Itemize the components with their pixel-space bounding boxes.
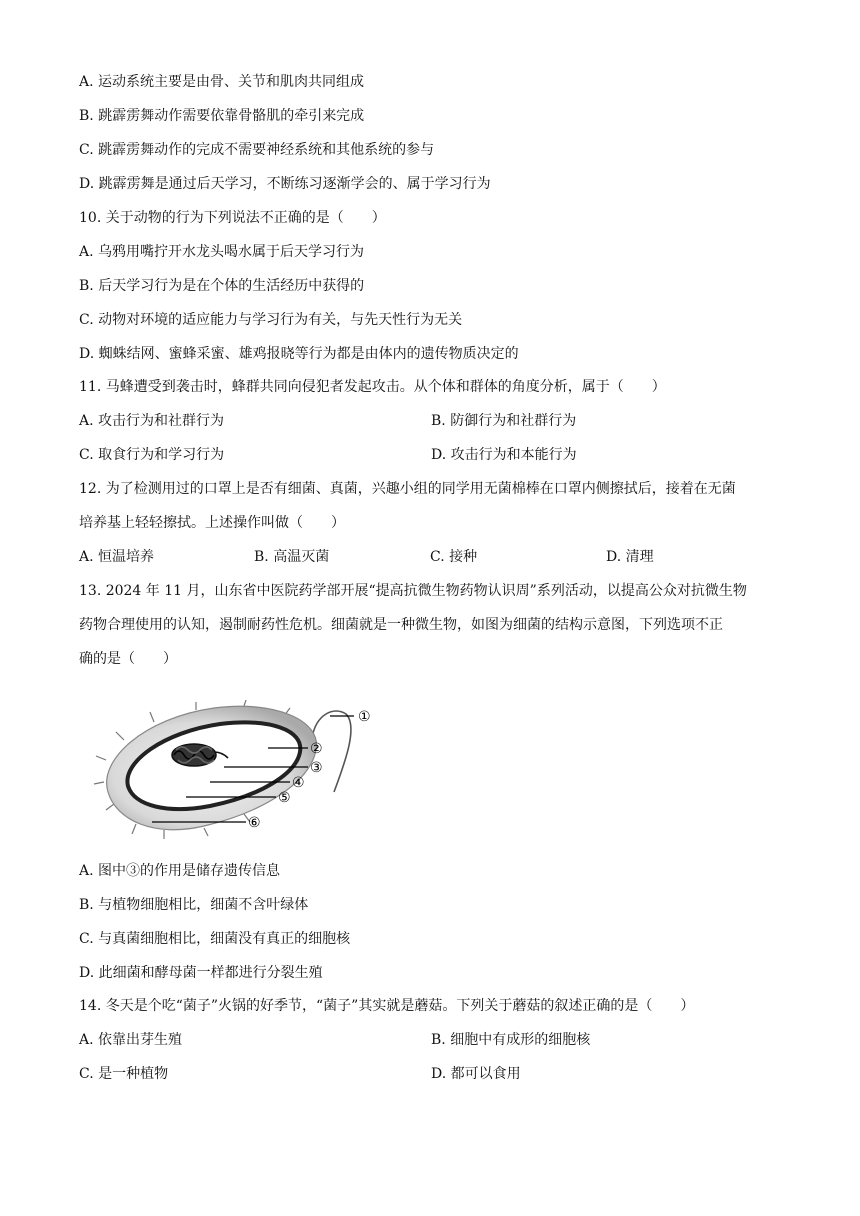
label-4: ④ xyxy=(292,775,305,791)
q12-stem-line-1: 12. 为了检测用过的口罩上是否有细菌、真菌，兴趣小组的同学用无菌棉棒在口罩内侧擦拭后，接着在无菌 xyxy=(79,481,736,497)
q10-option-b: B. 后天学习行为是在个体的生活经历中获得的 xyxy=(79,278,365,294)
q14-option-b: B. 细胞中有成形的细胞核 xyxy=(431,1032,591,1048)
q11-option-a: A. 攻击行为和社群行为 xyxy=(79,413,225,429)
q9-option-b: B. 跳霹雳舞动作需要依靠骨骼肌的牵引来完成 xyxy=(79,108,365,124)
q13-option-c: C. 与真菌细胞相比，细菌没有真正的细胞核 xyxy=(79,931,351,947)
bacteria-structure-diagram xyxy=(84,700,384,840)
q11-option-b: B. 防御行为和社群行为 xyxy=(431,413,577,429)
q12-option-c: C. 接种 xyxy=(430,549,478,565)
q12-stem-line-2: 培养基上轻轻擦拭。上述操作叫做（ ） xyxy=(79,515,345,531)
label-1: ① xyxy=(358,709,371,725)
q13-stem-line-3: 确的是（ ） xyxy=(79,651,177,667)
q9-option-c: C. 跳霹雳舞动作的完成不需要神经系统和其他系统的参与 xyxy=(79,142,435,158)
q13-option-b: B. 与植物细胞相比，细菌不含叶绿体 xyxy=(79,897,309,913)
q13-stem-line-2: 药物合理使用的认知，遏制耐药性危机。细菌就是一种微生物，如图为细菌的结构示意图，下列选项不正 xyxy=(79,617,723,633)
q9-option-a: A. 运动系统主要是由骨、关节和肌肉共同组成 xyxy=(79,74,365,90)
label-6: ⑥ xyxy=(248,815,261,831)
q10-stem: 10. 关于动物的行为下列说法不正确的是（ ） xyxy=(79,210,386,226)
q14-option-a: A. 依靠出芽生殖 xyxy=(79,1032,183,1048)
q9-option-d: D. 跳霹雳舞是通过后天学习，不断练习逐渐学会的、属于学习行为 xyxy=(79,176,491,192)
q11-stem: 11. 马蜂遭受到袭击时，蜂群共同向侵犯者发起攻击。从个体和群体的角度分析，属于（ ） xyxy=(79,379,666,395)
q12-option-d: D. 清理 xyxy=(606,549,654,565)
q13-option-a: A. 图中③的作用是储存遗传信息 xyxy=(79,863,281,879)
label-3: ③ xyxy=(310,760,323,776)
q14-option-d: D. 都可以食用 xyxy=(431,1066,521,1082)
q11-option-d: D. 攻击行为和本能行为 xyxy=(431,447,577,463)
q10-option-d: D. 蜘蛛结网、蜜蜂采蜜、雄鸡报晓等行为都是由体内的遗传物质决定的 xyxy=(79,346,519,362)
q13-stem-line-1: 13. 2024 年 11 月，山东省中医院药学部开展“提高抗微生物药物认识周”系列活动，以提高公众对抗微生物 xyxy=(79,583,747,599)
q14-option-c: C. 是一种植物 xyxy=(79,1066,169,1082)
q12-option-b: B. 高温灭菌 xyxy=(254,549,330,565)
q13-option-d: D. 此细菌和酵母菌一样都进行分裂生殖 xyxy=(79,965,323,981)
q14-stem: 14. 冬天是个吃“菌子”火锅的好季节，“菌子”其实就是蘑菇。下列关于蘑菇的叙述正确的是（ ） xyxy=(79,998,695,1014)
q12-option-a: A. 恒温培养 xyxy=(79,549,155,565)
q10-option-c: C. 动物对环境的适应能力与学习行为有关，与先天性行为无关 xyxy=(79,312,463,328)
label-5: ⑤ xyxy=(278,790,291,806)
q11-option-c: C. 取食行为和学习行为 xyxy=(79,447,225,463)
label-2: ② xyxy=(310,741,323,757)
q10-option-a: A. 乌鸦用嘴拧开水龙头喝水属于后天学习行为 xyxy=(79,244,365,260)
